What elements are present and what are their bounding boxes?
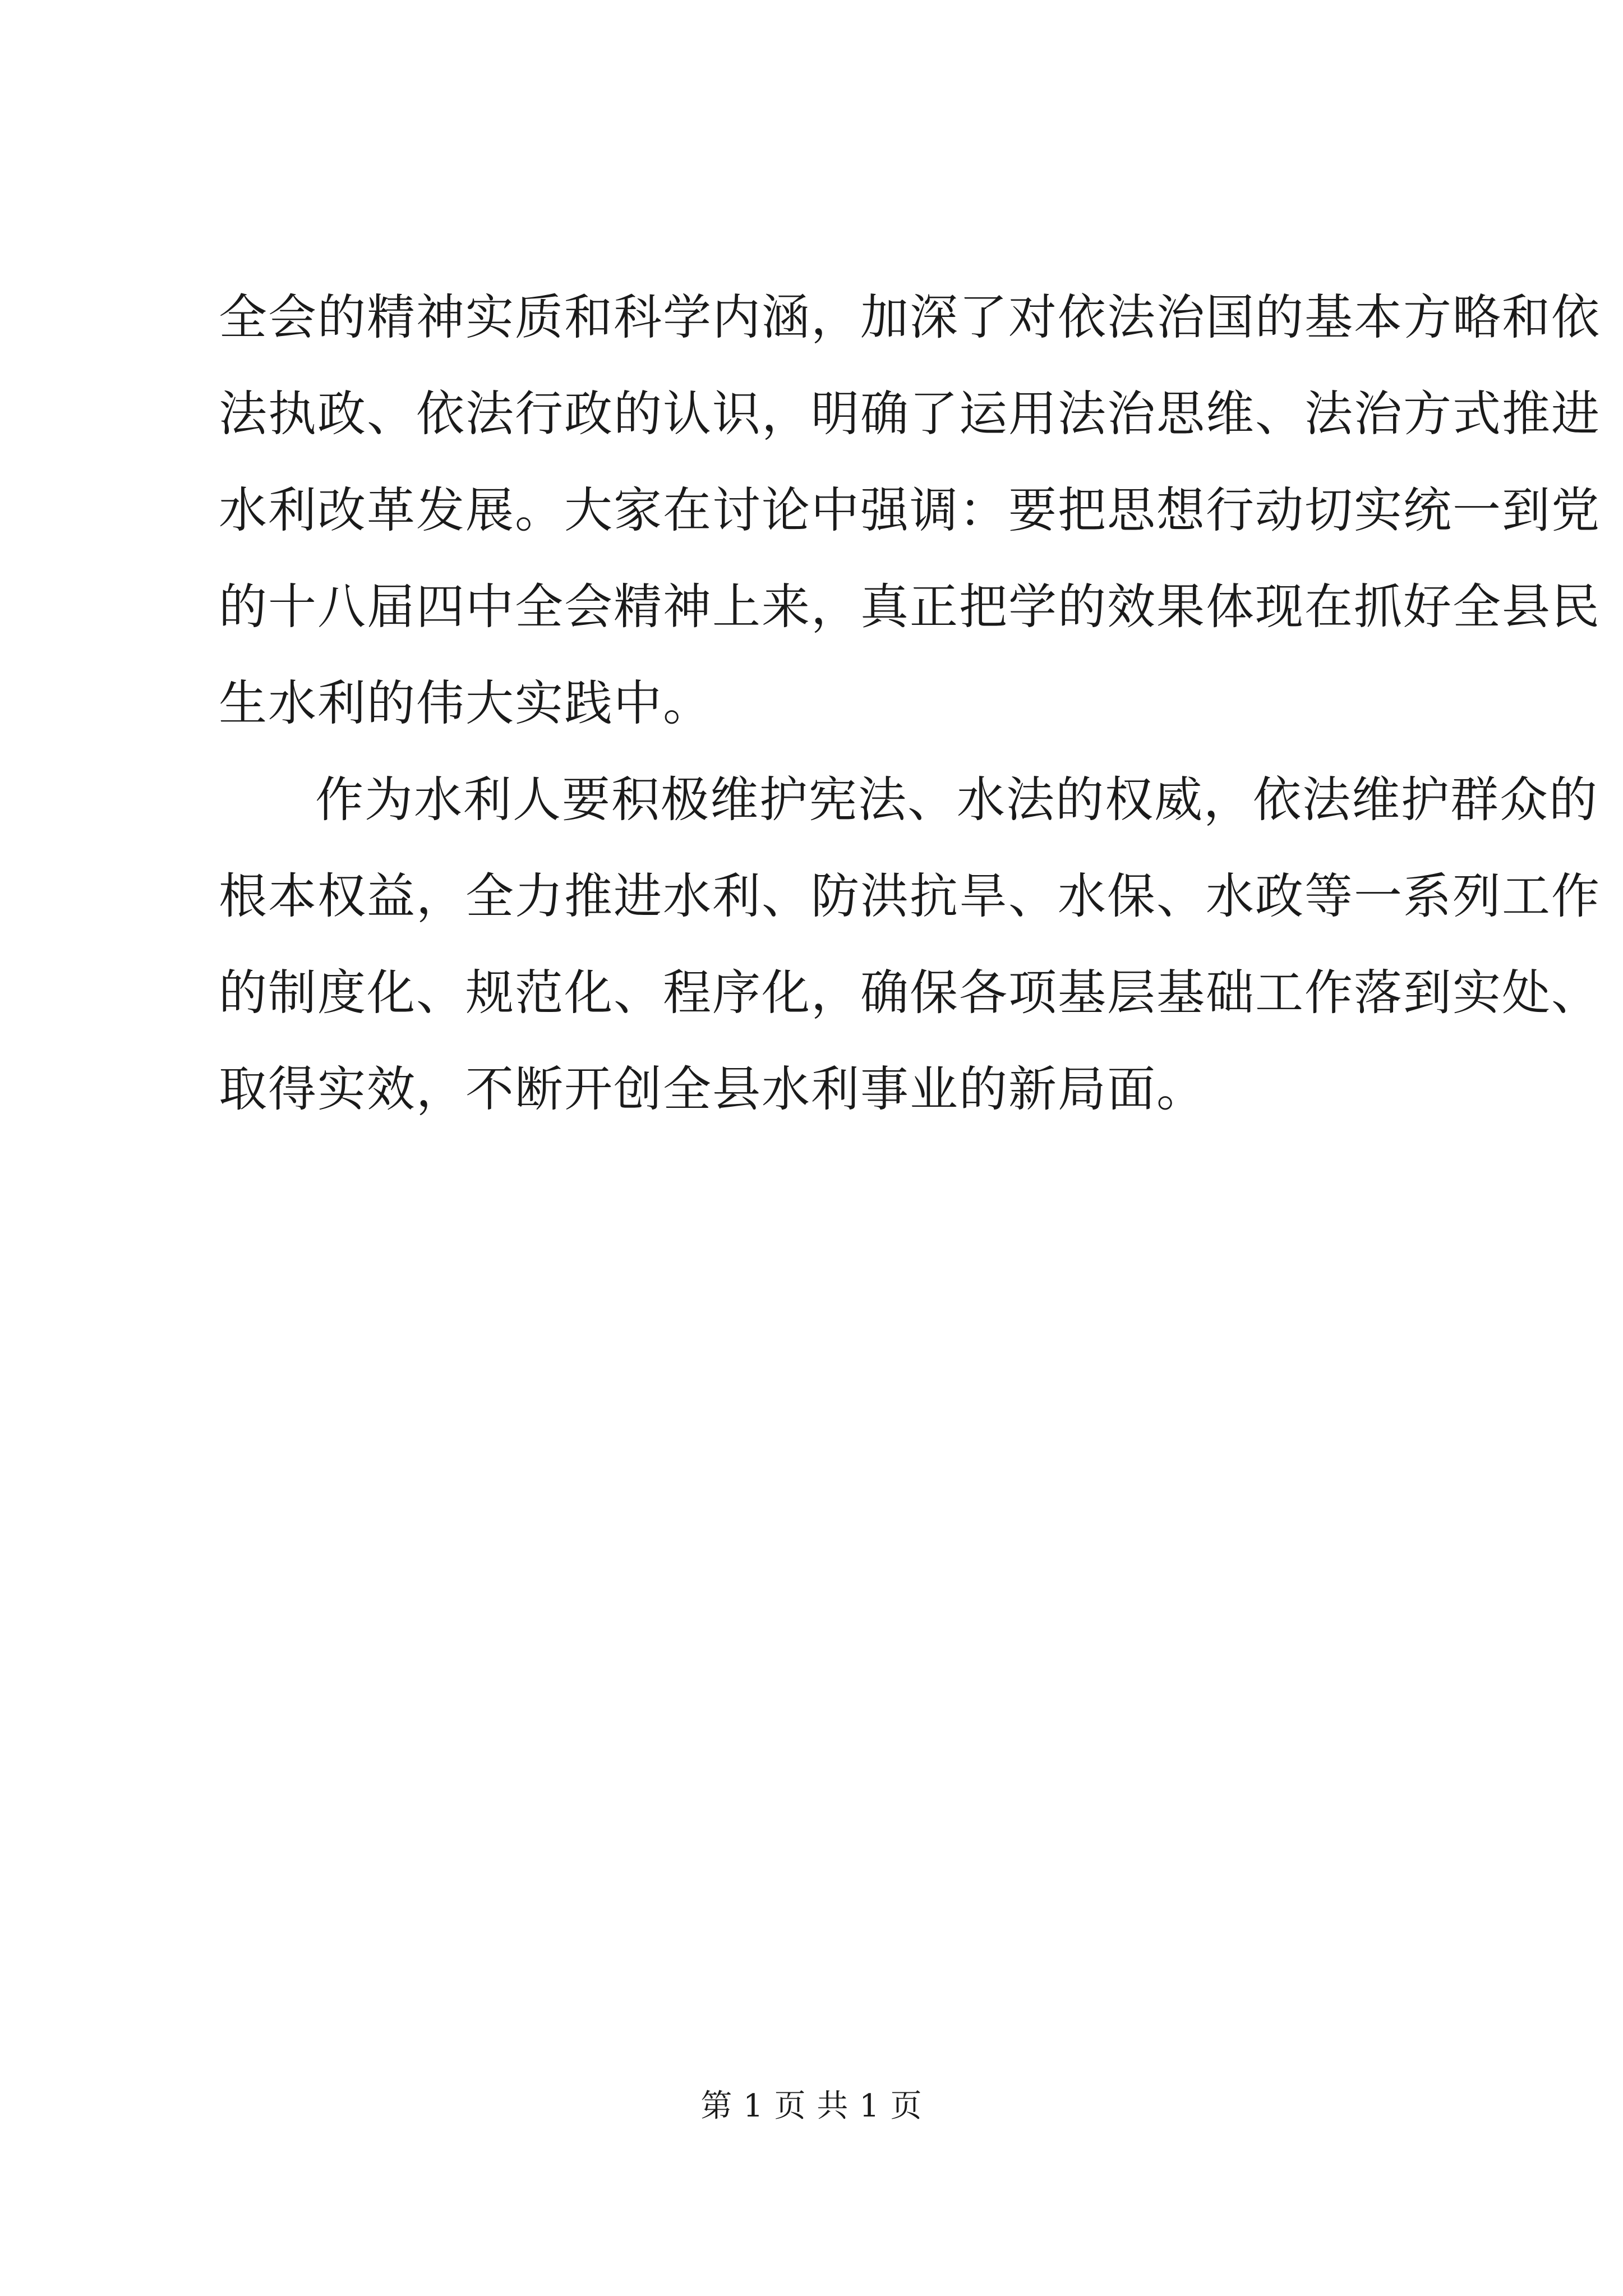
- page-footer: 第 1 页 共 1 页: [700, 2088, 923, 2124]
- text-line: 作为水利人要积极维护宪法、水法的权威，依法维护群众的: [315, 772, 1598, 828]
- text-line: 水利改革发展。大家在讨论中强调：要把思想行动切实统一到党: [219, 482, 1601, 539]
- text-line: 法执政、依法行政的认识，明确了运用法治思维、法治方式推进: [219, 386, 1601, 442]
- text-line: 根本权益，全力推进水利、防洪抗旱、水保、水政等一系列工作: [219, 868, 1601, 924]
- paragraph-1: [219, 269, 1601, 752]
- text-line: 取得实效，不断开创全县水利事业的新局面。: [219, 1061, 1206, 1117]
- text-line: 的十八届四中全会精神上来，真正把学的效果体现在抓好全县民: [219, 579, 1601, 635]
- document-body: [219, 269, 1601, 1138]
- text-line: 生水利的伟大实践中。: [219, 675, 712, 731]
- paragraph-2: [219, 752, 1601, 1138]
- text-line: 的制度化、规范化、程序化，确保各项基层基础工作落到实处、: [219, 965, 1601, 1021]
- text-line: 全会的精神实质和科学内涵，加深了对依法治国的基本方略和依: [219, 289, 1601, 346]
